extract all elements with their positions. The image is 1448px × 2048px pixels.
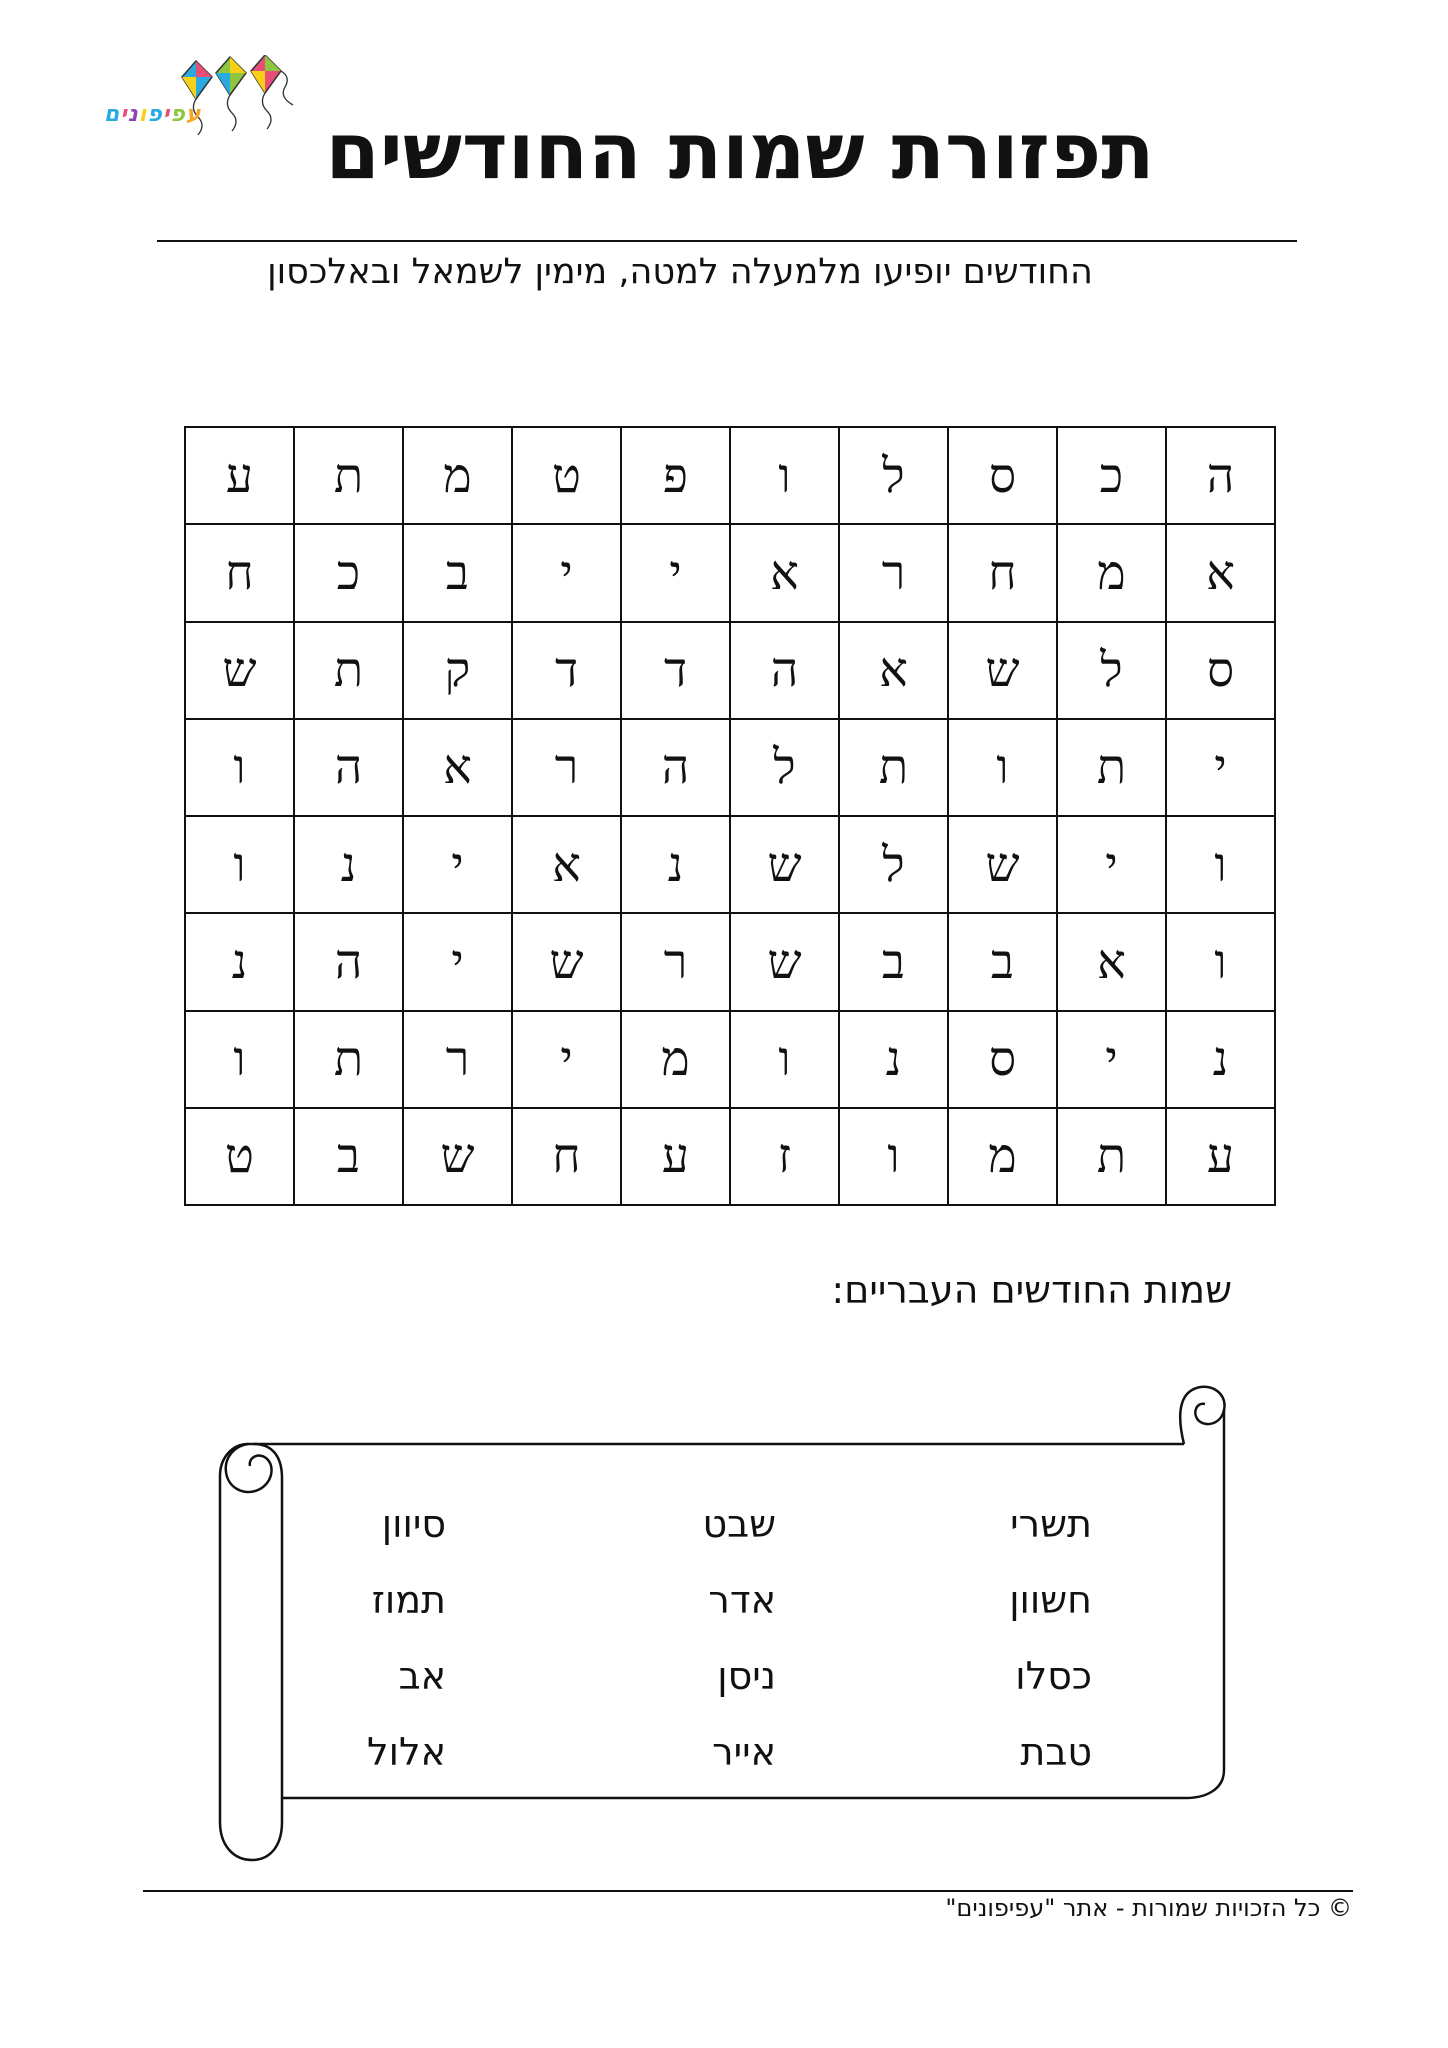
grid-cell[interactable]: ל [839,427,948,524]
grid-cell[interactable]: ס [1166,622,1275,719]
logo-letter: ם [104,102,121,127]
grid-cell[interactable]: י [1166,719,1275,816]
grid-cell[interactable]: ז [730,1108,839,1205]
grid-cell[interactable]: ו [1166,913,1275,1010]
grid-cell[interactable]: ה [730,622,839,719]
grid-cell[interactable]: י [1057,816,1166,913]
grid-cell[interactable]: ת [294,622,403,719]
month-name: אדר [708,1578,776,1622]
instructions-text: החודשים יופיעו מלמעלה למטה, מימין לשמאל ובאלכסון [267,252,1093,292]
grid-cell[interactable]: ב [948,913,1057,1010]
grid-cell[interactable]: ק [403,622,512,719]
grid-cell[interactable]: ד [512,622,621,719]
month-name: אב [398,1654,446,1698]
logo-letter: י [162,102,171,127]
month-name: סיוון [381,1502,446,1546]
grid-cell[interactable]: א [512,816,621,913]
logo-letter: ו [138,102,148,127]
grid-cell[interactable]: ל [839,816,948,913]
grid-cell[interactable]: כ [1057,427,1166,524]
grid-cell[interactable]: ת [1057,1108,1166,1205]
grid-cell[interactable]: ש [948,816,1057,913]
grid-cell[interactable]: ש [512,913,621,1010]
grid-cell[interactable]: מ [621,1011,730,1108]
page-title: תפזורת שמות החודשים [325,107,1155,197]
grid-cell[interactable]: ש [730,913,839,1010]
logo-letter: ע [185,102,202,127]
grid-cell[interactable]: ח [512,1108,621,1205]
grid-cell[interactable]: ע [1166,1108,1275,1205]
logo-letter: פ [147,102,163,127]
grid-cell[interactable]: נ [839,1011,948,1108]
grid-cell[interactable]: ר [839,524,948,621]
month-name: ניסן [717,1654,776,1698]
grid-cell[interactable]: ב [294,1108,403,1205]
grid-cell[interactable]: י [621,524,730,621]
grid-cell[interactable]: י [512,1011,621,1108]
grid-cell[interactable]: ח [185,524,294,621]
grid-cell[interactable]: ת [1057,719,1166,816]
month-name: חשוון [1009,1578,1092,1622]
month-name: כסלו [1015,1654,1092,1698]
grid-cell[interactable]: ו [185,816,294,913]
grid-cell[interactable]: ת [294,1011,403,1108]
grid-cell[interactable]: ל [730,719,839,816]
grid-cell[interactable]: א [1166,524,1275,621]
grid-cell[interactable]: ו [730,427,839,524]
grid-cell[interactable]: ר [512,719,621,816]
grid-cell[interactable]: א [839,622,948,719]
grid-cell[interactable]: ו [185,719,294,816]
grid-cell[interactable]: כ [294,524,403,621]
grid-cell[interactable]: ו [948,719,1057,816]
grid-cell[interactable]: ש [403,1108,512,1205]
grid-cell[interactable]: פ [621,427,730,524]
grid-cell[interactable]: ע [185,427,294,524]
grid-cell[interactable]: ו [839,1108,948,1205]
grid-cell[interactable]: ד [621,622,730,719]
month-name: טבת [1020,1730,1092,1774]
grid-cell[interactable]: י [1057,1011,1166,1108]
grid-cell[interactable]: י [403,913,512,1010]
grid-cell[interactable]: נ [621,816,730,913]
grid-cell[interactable]: ש [730,816,839,913]
grid-cell[interactable]: ו [185,1011,294,1108]
grid-cell[interactable]: ש [185,622,294,719]
grid-cell[interactable]: נ [185,913,294,1010]
grid-cell[interactable]: ח [948,524,1057,621]
grid-cell[interactable]: ס [948,1011,1057,1108]
grid-cell[interactable]: נ [1166,1011,1275,1108]
grid-cell[interactable]: ב [403,524,512,621]
grid-cell[interactable]: ת [294,427,403,524]
logo-letter: פ [170,102,186,127]
grid-cell[interactable]: מ [948,1108,1057,1205]
month-name: תמוז [371,1578,446,1622]
copyright-notice: © כל הזכויות שמורות - אתר "עפיפונים" [945,1894,1352,1922]
grid-cell[interactable]: ט [185,1108,294,1205]
month-name: אלול [367,1730,446,1774]
grid-cell[interactable]: מ [403,427,512,524]
grid-cell[interactable]: ה [294,719,403,816]
grid-cell[interactable]: ל [1057,622,1166,719]
grid-cell[interactable]: י [403,816,512,913]
month-name: שבט [702,1502,776,1546]
grid-cell[interactable]: א [730,524,839,621]
month-name: תשרי [1010,1502,1092,1546]
grid-cell[interactable]: ר [403,1011,512,1108]
grid-cell[interactable]: ה [621,719,730,816]
grid-cell[interactable]: א [403,719,512,816]
grid-cell[interactable]: נ [294,816,403,913]
grid-cell[interactable]: ס [948,427,1057,524]
grid-cell[interactable]: י [512,524,621,621]
grid-cell[interactable]: מ [1057,524,1166,621]
grid-cell[interactable]: ה [1166,427,1275,524]
grid-cell[interactable]: א [1057,913,1166,1010]
grid-cell[interactable]: ת [839,719,948,816]
grid-cell[interactable]: ו [1166,816,1275,913]
month-name: אייר [712,1730,776,1774]
grid-cell[interactable]: ב [839,913,948,1010]
logo-letter: י [120,102,128,127]
grid-cell[interactable]: ט [512,427,621,524]
grid-cell[interactable]: ע [621,1108,730,1205]
grid-cell[interactable]: ר [621,913,730,1010]
grid-cell[interactable]: ו [730,1011,839,1108]
grid-cell[interactable]: ש [948,622,1057,719]
grid-cell[interactable]: ה [294,913,403,1010]
word-list-heading: שמות החודשים העבריים: [831,1268,1232,1312]
logo-letter: נ [127,102,139,127]
